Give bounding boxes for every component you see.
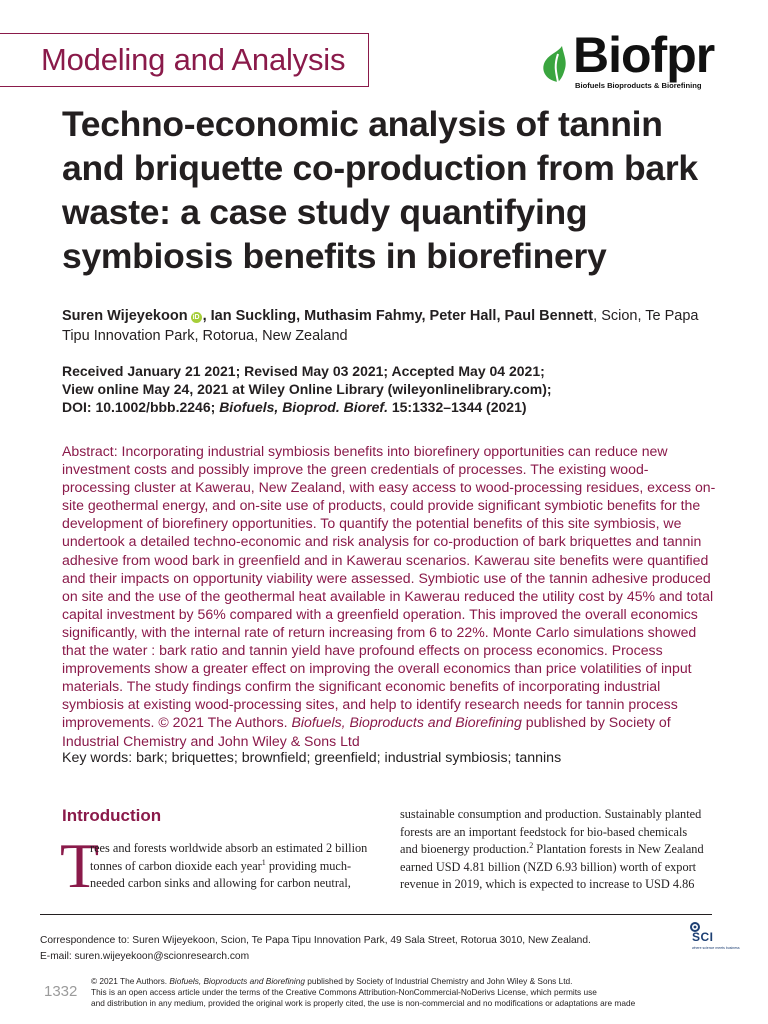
- page-number: 1332: [44, 983, 78, 1000]
- doi-link[interactable]: DOI: 10.1002/bbb.2246;: [62, 399, 220, 415]
- author-affiliation: , Scion, Te Papa Tipu Innovation Park, Rotorua, New Zealand: [62, 308, 699, 344]
- reference-link[interactable]: 1: [261, 857, 266, 867]
- section-label-box: [0, 33, 369, 87]
- journal-logo-tagline: Biofuels Bioproducts & Biorefining: [575, 81, 702, 90]
- sci-logo: SCI: [692, 930, 714, 944]
- correspondence-email[interactable]: E-mail: suren.wijeyekoon@scionresearch.com: [40, 951, 250, 962]
- body-line: revenue in 2019, which is expected to increase to USD 4.86: [400, 877, 695, 891]
- journal-logo-text: Biofpr: [573, 27, 715, 83]
- history-online: View online May 24, 2021 at Wiley Online Library (wileyonlinelibrary.com);: [62, 381, 552, 397]
- article-title: Techno-economic analysis of tannin and briquette co-production from bark waste: a case study quantifying symbiosis benefits in biorefinery: [62, 104, 698, 276]
- author-name[interactable]: Suren Wijeyekoon: [62, 308, 188, 324]
- body-line: sustainable consumption and production. Sustainably planted: [400, 807, 702, 821]
- introduction-heading: Introduction: [62, 806, 162, 825]
- body-line: needed carbon sinks and allowing for carbon neutral,: [90, 876, 351, 890]
- leaf-icon: [540, 42, 576, 84]
- license-terms[interactable]: This is an open access article under the terms of the Creative Commons Attribution-NonCommercial-NoDerivs License, which permits use: [91, 987, 597, 997]
- article-history: [62, 362, 702, 416]
- drop-cap: T: [60, 830, 100, 901]
- orcid-icon[interactable]: iD: [192, 314, 200, 321]
- abstract-publisher: published by Society of Industrial Chemistry and John Wiley & Sons Ltd: [62, 714, 671, 749]
- section-label: Modeling and Analysis: [41, 42, 346, 77]
- correspondence-block: [40, 933, 591, 965]
- footer-divider: [40, 914, 712, 915]
- abstract: [62, 442, 716, 750]
- journal-abbrev: Biofuels, Bioprod. Bioref.: [219, 399, 388, 415]
- author-list: Suren Wijeyekoon iD , Ian Suckling, Muthasim Fahmy, Peter Hall, Paul Bennett, Scion, Te Papa Tipu Innovation Park, Rotorua, New Zealand: [62, 308, 699, 344]
- author-name[interactable]: Muthasim Fahmy: [304, 308, 422, 324]
- history-doi: [62, 398, 702, 416]
- body-line: tonnes of carbon dioxide each year$^1$ providing much-: [90, 857, 352, 873]
- author-name[interactable]: Ian Suckling: [210, 308, 297, 324]
- journal-logo: [538, 27, 728, 92]
- body-column-right: [400, 806, 720, 894]
- abstract-text: Abstract: Incorporating industrial symbiosis benefits into biorefinery opportunities can reduce new investment costs and possibly improve the green credentials of processes. The existing wood-processing cluster at Kawerau, New Zealand, with easy access to wood-processing residues, excess on-site geothermal energy, and on-site use of products, could provide significant symbiotic benefits for the development of biorefinery opportunities. To quantify the potential benefits of this site symbiosis, we undertook a detailed techno-economic and risk analysis for co-production of bark briquettes and tannin adhesive from wood bark in greenfield and in Kawerau scenarios. Kawerau site benefits were quantified and their impacts on opportunity viability were assessed. Symbiotic use of the tannin adhesive produced on site and the use of the geothermal heat available in Kawerau reduced the utility cost by 45% and total capital investment by 56% compared with a greenfield operation. This improved the overall economics significantly, with the internal rate of return increasing from 6 to 22%. Monte Carlo simulations showed that the water : bark ratio and tannin yield have profound effects on process economics. Process improvements show a greater effect on improving the overall economics than price volatilities of input materials. The study findings confirm the significant economic benefits of incorporating industrial symbiosis at existing wood-processing sites, and help to identify research needs for tannin process improvements. © 2021 The Authors.: [62, 443, 716, 731]
- body-line: rees and forests worldwide absorb an estimated 2 billion: [90, 841, 368, 855]
- license-terms: and distribution in any medium, provided the original work is properly cited, the use is non-commercial and no modifications or adaptations are made: [91, 998, 636, 1008]
- body-line: and bioenergy production.$^2$ Plantation forests in New Zealand: [400, 840, 704, 856]
- history-dates: Received January 21 2021; Revised May 03 2021; Accepted May 04 2021;: [62, 363, 545, 379]
- abstract-journal: Biofuels, Bioproducts and Biorefining: [291, 714, 522, 731]
- reference-link[interactable]: 2: [529, 840, 534, 850]
- body-line: earned USD 4.81 billion (NZD 6.93 billion) worth of export: [400, 859, 697, 874]
- keywords: Key words: bark; briquettes; brownfield; greenfield; industrial symbiosis; tannins: [62, 750, 562, 766]
- author-name[interactable]: Peter Hall: [429, 308, 497, 324]
- body-line: forests are an important feedstock for bio-based chemicals: [400, 824, 688, 839]
- author-name[interactable]: Paul Bennett: [504, 308, 594, 324]
- correspondence-address: Correspondence to: Suren Wijeyekoon, Scion, Te Papa Tipu Innovation Park, 49 Sala Street, Rotorua 3010, New Zealand.: [40, 935, 591, 946]
- sci-tagline: where science meets business: [692, 946, 740, 950]
- license-notice: © 2021 The Authors. Biofuels, Bioproducts and Biorefining published by Society of Industrial Chemistry and John Wiley & Sons Ltd. This is an open access article under the terms of the Creative Commons Attribution-NonCommercial-NoDerivs License, which permits use and distribution in any medium, provided the original work is properly cited, the use is non-commercial and no modifications or adaptations are made: [91, 976, 711, 1009]
- body-column-left: [90, 840, 380, 893]
- citation-volume: 15:1332–1344 (2021): [387, 399, 527, 415]
